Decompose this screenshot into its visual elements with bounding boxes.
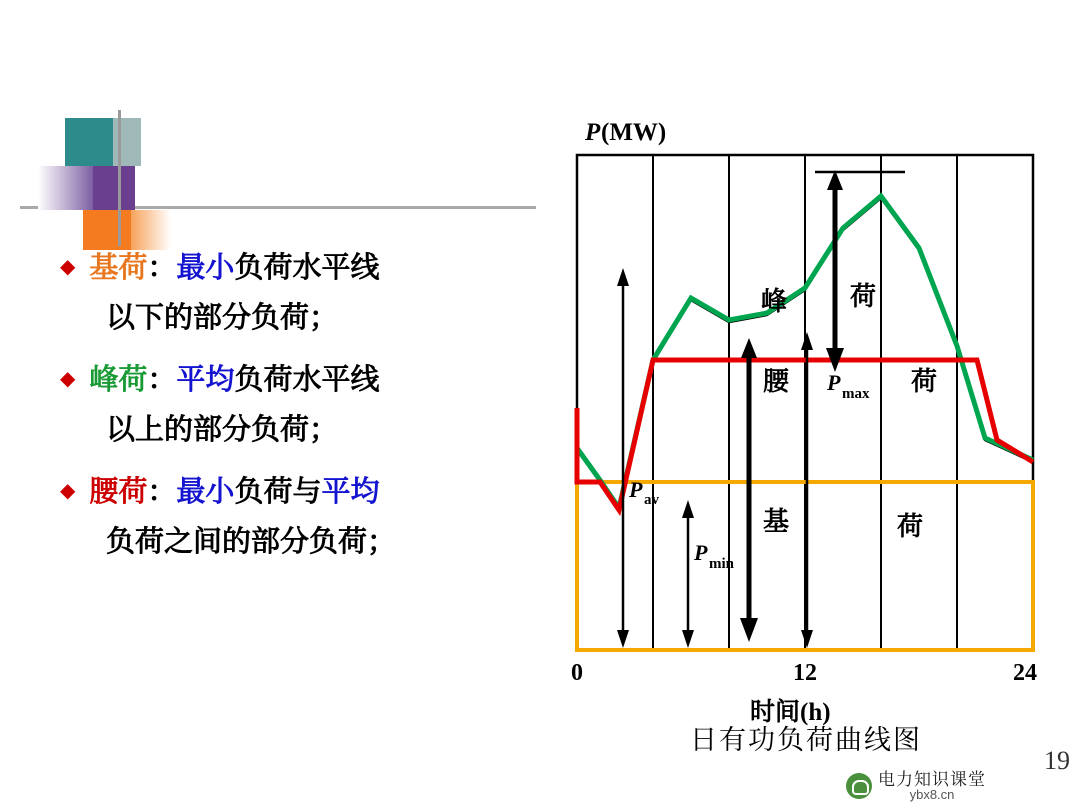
base-load-label: 基	[763, 507, 790, 536]
list-item	[60, 245, 560, 291]
bullet-rest: 负荷水平线	[234, 252, 380, 284]
bullet-line-2: 以上的部分负荷；	[106, 414, 339, 446]
x-tick-12: 12	[793, 660, 817, 686]
decorative-logo-block	[20, 110, 540, 240]
decor-vertical-rule	[118, 110, 121, 246]
bullet-line-1	[89, 357, 379, 403]
peak-load-label: 峰	[761, 287, 788, 316]
decor-orange-fade-square	[131, 210, 171, 250]
bullet-term: 基荷	[89, 252, 148, 284]
bullet-colon: ：	[147, 476, 177, 508]
base-load-label2: 荷	[897, 512, 924, 541]
bullet-emphasis: 最小	[176, 252, 235, 284]
list-item	[60, 469, 560, 515]
load-curve-chart	[545, 110, 1065, 730]
bullet-line-1	[89, 245, 379, 291]
decor-teal-square	[65, 118, 113, 166]
chart-svg	[545, 110, 1065, 730]
bullet-emphasis-2: 平均	[321, 476, 380, 508]
bullet-term: 峰荷	[89, 364, 148, 396]
pmin-subscript: min	[709, 556, 735, 572]
bullet-line-2: 以下的部分负荷；	[106, 302, 339, 334]
bullet-line-2: 负荷之间的部分负荷；	[106, 526, 397, 558]
y-axis-label: P	[585, 119, 601, 146]
mid-arrow-head-up	[801, 332, 813, 350]
chart-caption: 日有功负荷曲线图	[690, 725, 922, 755]
y-axis-unit: (MW)	[601, 119, 667, 146]
bullet-colon: ：	[147, 364, 177, 396]
pav-arrow-head-down	[617, 630, 629, 648]
pmin-arrow-head-down	[682, 630, 694, 648]
watermark-texts	[878, 771, 986, 802]
pmin-label: P	[694, 540, 708, 565]
bullet-term: 腰荷	[89, 476, 148, 508]
peak-load-label2: 荷	[850, 282, 877, 311]
x-tick-0: 0	[571, 660, 583, 686]
bullet-line-1	[89, 469, 379, 515]
bullet-list	[60, 245, 560, 581]
list-item	[60, 357, 560, 403]
leaf-circle-icon	[846, 773, 872, 799]
x-axis-label: 时间(h)	[750, 699, 831, 726]
diamond-bullet-icon: ◆	[60, 256, 76, 278]
watermark-subtitle: ybx8.cn	[909, 787, 955, 803]
diamond-bullet-icon: ◆	[60, 368, 76, 390]
decor-purple-square	[93, 166, 135, 210]
pmin-arrow-head-up	[682, 500, 694, 518]
pav-label: P	[629, 477, 643, 502]
pmax-subscript: max	[842, 386, 870, 402]
decor-gradient-square	[38, 166, 93, 210]
pav-arrow-head-up	[617, 268, 629, 286]
watermark-title: 电力知识课堂	[878, 769, 986, 789]
bullet-rest: 负荷水平线	[234, 364, 380, 396]
bullet-colon: ：	[147, 252, 177, 284]
pav-subscript: av	[644, 492, 659, 508]
bullet-emphasis: 平均	[176, 364, 235, 396]
pmax-arrow-head-down	[740, 618, 758, 642]
x-tick-24: 24	[1013, 660, 1037, 686]
page-number: 19	[1044, 746, 1070, 775]
bullet-emphasis: 最小	[176, 476, 235, 508]
pmax-label: P	[827, 370, 841, 395]
bullet-rest: 负荷与	[234, 476, 322, 508]
watermark	[846, 771, 986, 802]
decor-orange-square	[83, 210, 131, 250]
diamond-bullet-icon: ◆	[60, 480, 76, 502]
waist-load-label: 腰	[763, 367, 790, 396]
mid-arrow-head-down	[801, 630, 813, 648]
waist-load-label2: 荷	[911, 367, 938, 396]
pmax-arrow-head-up	[741, 338, 757, 358]
